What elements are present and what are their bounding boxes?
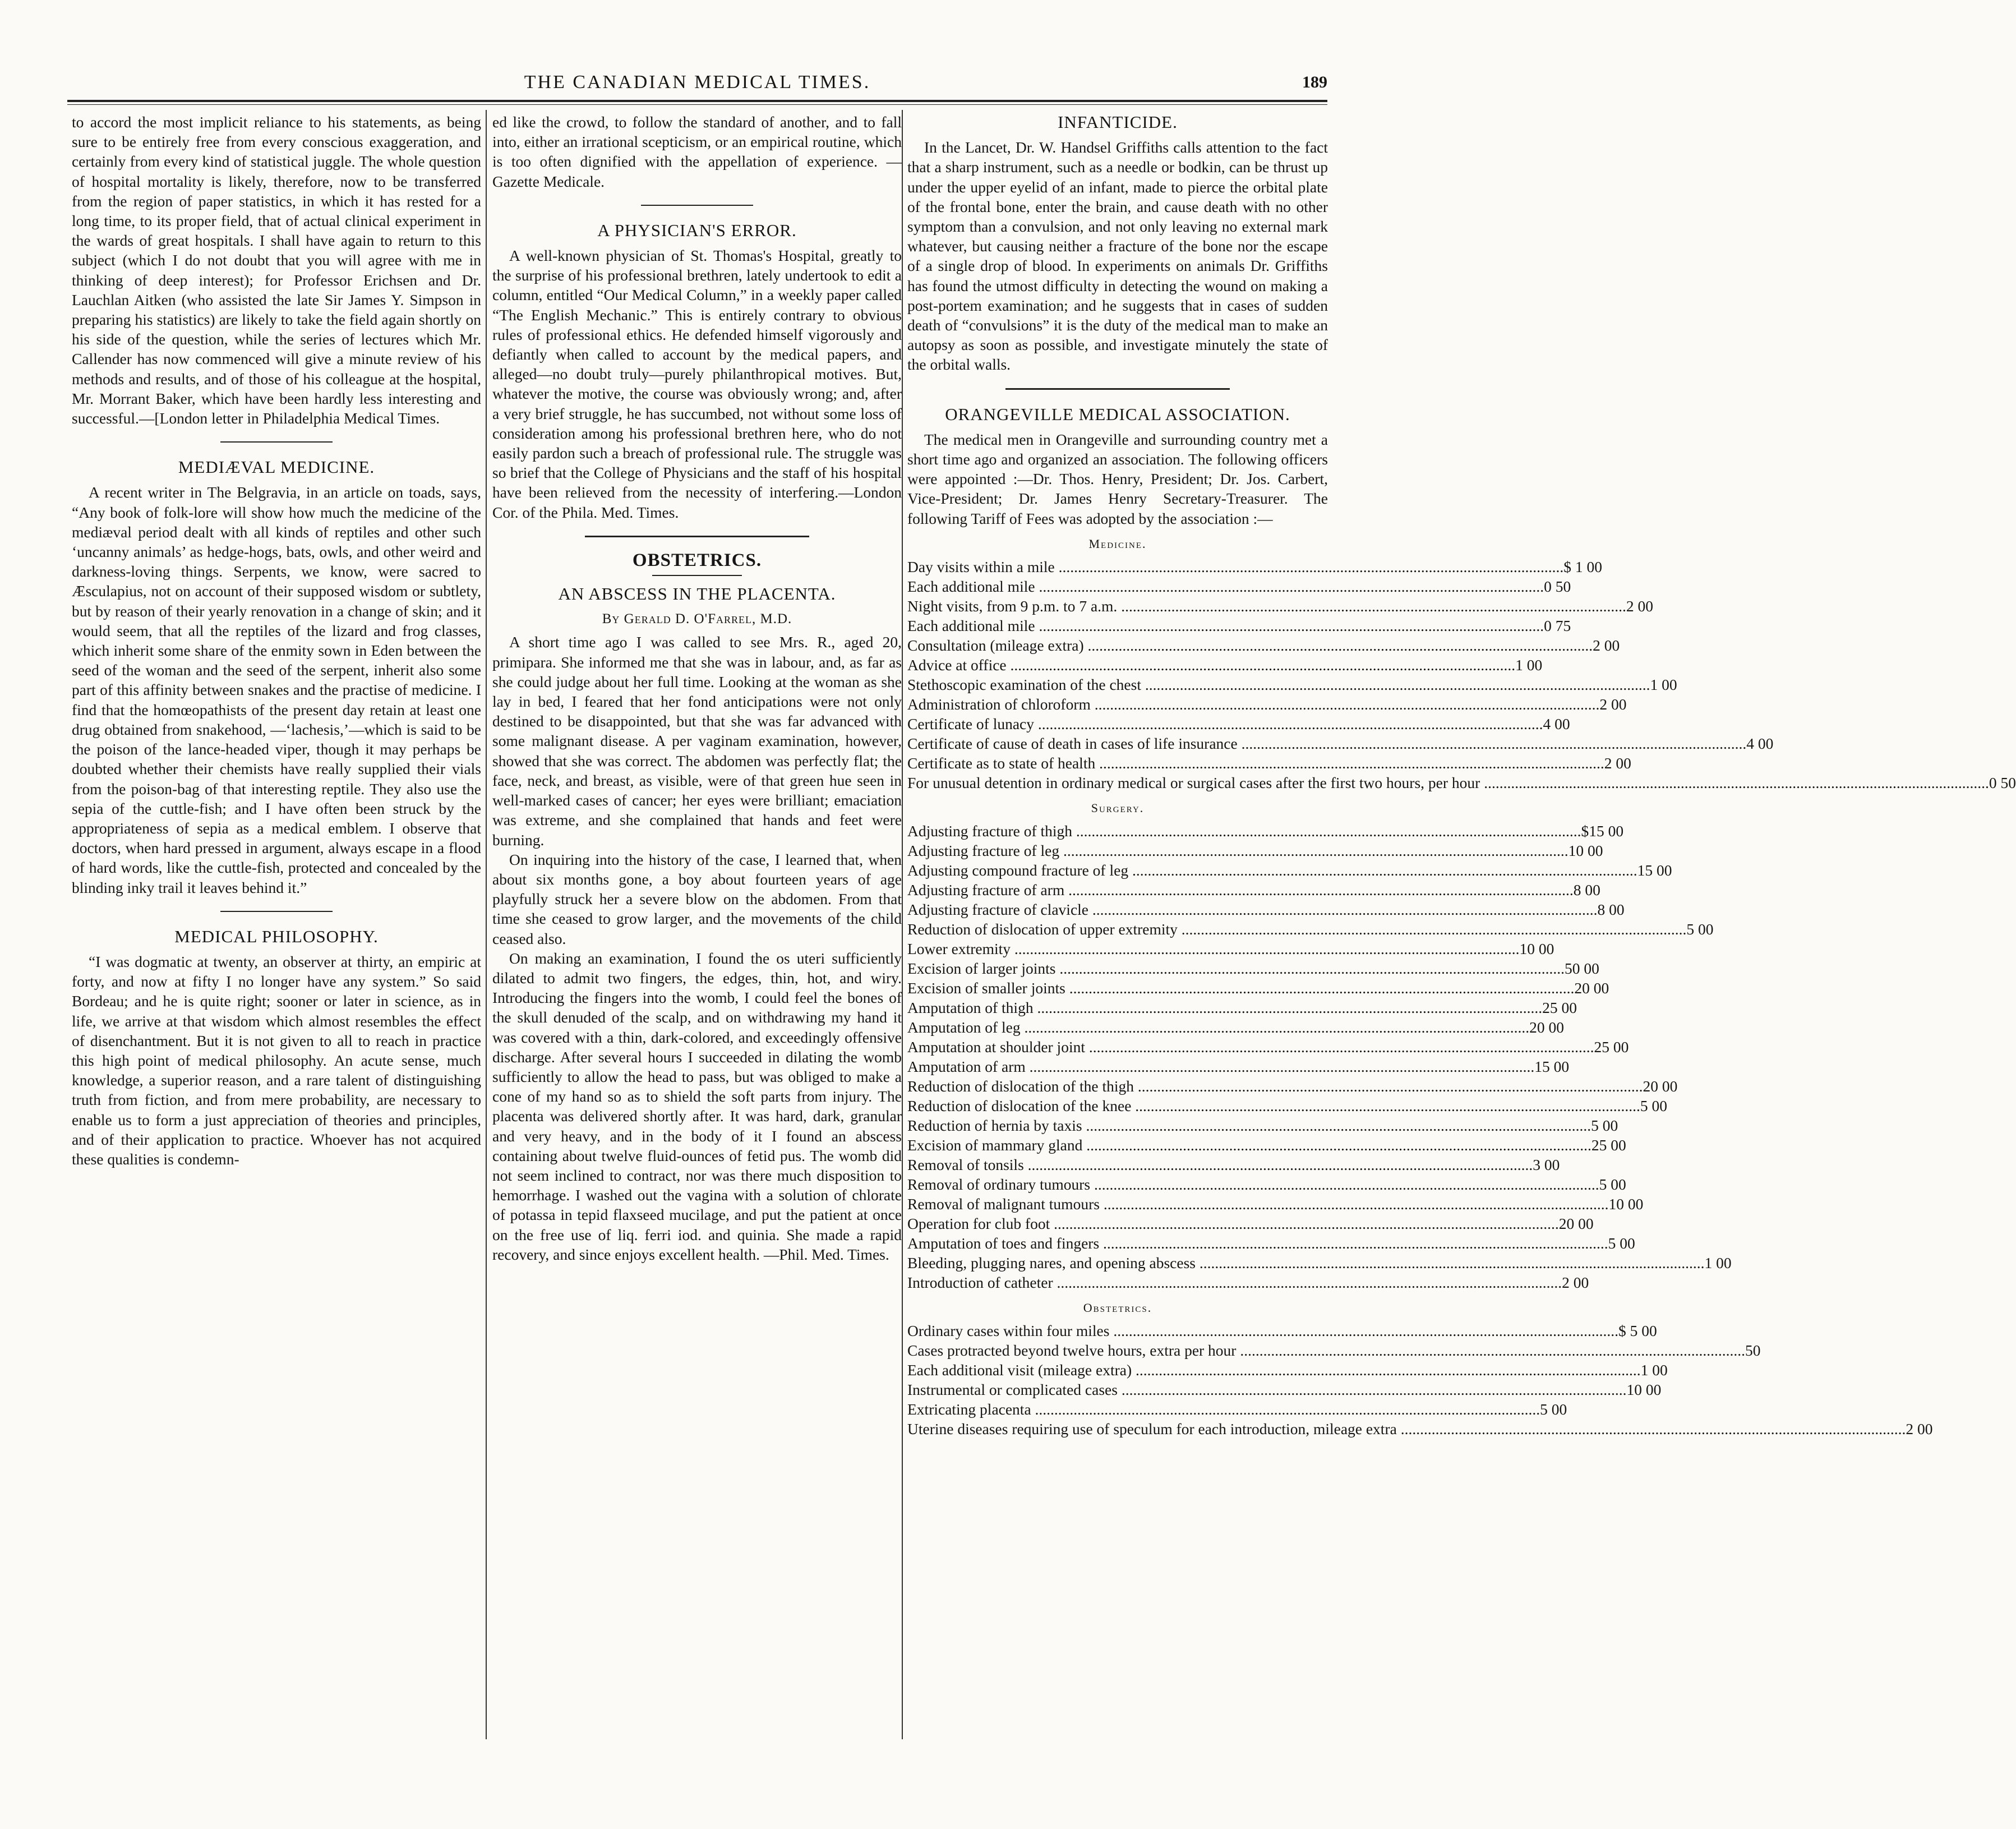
fee-item: Reduction of dislocation of the knee .....: [907, 1096, 1640, 1116]
fee-amount: 20 00: [1643, 1077, 1678, 1095]
fee-amount: 5 00: [1686, 920, 1714, 938]
fees-medicine-heading: Medicine.: [1088, 536, 1147, 551]
fee-item: Introduction of catheter .....: [907, 1273, 1562, 1292]
fee-amount: 5 00: [1599, 1176, 1626, 1194]
fee-item: Ordinary cases within four miles .....: [907, 1321, 1618, 1340]
fee-row: [907, 998, 1577, 1017]
fee-amount: 50 00: [1565, 960, 1599, 978]
paragraph-infanticide: In the Lancet, Dr. W. Handsel Griffiths calls attention to the fact that a sharp instrument, such as a needle or bodkin, can be thrust up under the upper eyelid of an infant, made to pierce the orbital plate of the frontal bone, enter the brain, and cause death with no other symptom than a convulsion, and not only leaving no external mark whatever, but causing neither a fracture of the bone nor the escape of a single drop of blood. In experiments on animals Dr. Griffiths has found the utmost difficulty in detecting the wound on making a post-portem examination; and he suggests that in cases of sudden death of “convulsions” it is the duty of the medical man to make an autopsy as soon as possible, and investigate minutely the state of the orbital walls.: [907, 139, 1328, 374]
fee-row: [907, 1096, 1668, 1116]
section-rule: [220, 911, 333, 912]
column-left: [72, 112, 481, 1169]
fee-amount: 1 00: [1650, 676, 1677, 694]
fee-item: Instrumental or complicated cases .....: [907, 1380, 1626, 1399]
section-rule: [652, 575, 742, 576]
fee-amount: 1 00: [1640, 1361, 1668, 1379]
heading-orangeville: ORANGEVILLE MEDICAL ASSOCIATION.: [945, 404, 1290, 424]
fee-row: [907, 959, 1599, 978]
fee-item: Night visits, from 9 p.m. to 7 a.m. .....: [907, 596, 1626, 616]
fee-item: Excision of mammary gland .....: [907, 1135, 1591, 1155]
fee-amount: 0 75: [1544, 617, 1571, 635]
fee-amount: 1 00: [1515, 656, 1543, 674]
fee-amount: 8 00: [1573, 881, 1600, 899]
fee-row: [907, 773, 2016, 793]
fee-row: [907, 694, 1627, 714]
fees-surgery-list: [907, 821, 1732, 1292]
fee-row: [907, 655, 1543, 675]
fee-row: [907, 978, 1609, 998]
column-right: [907, 112, 2016, 1439]
fee-item: Uterine diseases requiring use of speculum for each introduction, mileage extra .....: [907, 1419, 1906, 1439]
article-byline: By Gerald D. O'Farrel, M.D.: [602, 611, 792, 627]
fee-row: [907, 900, 1625, 919]
fee-amount: 0 50: [1989, 774, 2016, 792]
paragraph-physicians-error: A well-known physician of St. Thomas's Hospital, greatly to the surprise of his professional brethren, lately undertook to edit a column, entitled “Our Medical Column,” in a weekly paper called “The English Mechanic.” This is entirely contrary to obvious rules of professional ethics. He defended himself vigorously and defiantly when called to account by the medical papers, and alleged—no doubt truly—purely philanthropical motives. But, whatever the motive, the course was obviously wrong; and, after a very brief struggle, he has succumbed, not without some loss of consideration among his professional brethren here, who do not easily pardon such a breach of professional rule. The struggle was so brief that the College of Physicians and the staff of his hospital have been relieved from the necessity of interfering.—London Cor. of the Phila. Med. Times.: [492, 247, 902, 521]
fee-row: [907, 1116, 1618, 1135]
fee-item: Amputation at shoulder joint .....: [907, 1037, 1594, 1057]
fee-row: [907, 1321, 1657, 1340]
fee-item: Administration of chloroform .....: [907, 694, 1599, 714]
column-divider-2: [902, 110, 903, 1739]
paragraph-medieval: A recent writer in The Belgravia, in an article on toads, says, “Any book of folk-lore will show how much the medicine of the mediæval period dealt with all kinds of reptiles and other such ‘uncanny animals’ as hedge-hogs, bats, owls, and other weird and darkness-loving things. Serpents, we know, were sacred to Æsculapius, not on account of their supposed wisdom or subtlety, but by reason of their yearly renovation in a change of skin; and it would seem, that all the reptiles of the lizard and frog classes, which inherit some share of the enmity sown in Eden between the seed of the woman and the seed of the serpent, inherit also some part of this affinity between snakes and the practise of medicine. I find that the homœopathists of the present day retain at least one drug obtained from snakehood, —‘lachesis,’—which is said to be the poison of the lance-headed viper, though it may perhaps be doubted whether their chemists have really supplied their vials from the poison-bag of that interesting reptile. They also use the sepia of the cuttle-fish; and I have often been struck by the appropriateness of sepia as a medical emblem. I observe that doctors, when hard pressed in argument, always escape in a flood of hard words, like the cuttle-fish, protected and concealed by the blinding inky trail it leaves behind it.”: [72, 483, 481, 896]
fee-amount: 3 00: [1533, 1156, 1560, 1174]
fee-item: Each additional mile .....: [907, 577, 1544, 596]
heading-infanticide: INFANTICIDE.: [1058, 112, 1178, 132]
fee-amount: $ 5 00: [1618, 1322, 1657, 1340]
fee-amount: 25 00: [1542, 999, 1577, 1017]
fee-row: [907, 1253, 1732, 1273]
fee-item: Certificate of lunacy .....: [907, 714, 1543, 734]
fee-amount: 25 00: [1591, 1136, 1626, 1154]
fee-row: [907, 1017, 1565, 1037]
header-rule-thin: [67, 104, 1327, 105]
fee-row: [907, 753, 1631, 773]
fees-medicine-list: [907, 557, 2016, 793]
heading-medieval-medicine: MEDIÆVAL MEDICINE.: [178, 457, 375, 477]
paragraph-philosophy: “I was dogmatic at twenty, an observer at thirty, an empiric at forty, and now at fifty I no longer have any system.” So said Bordeau; and he is quite right; sooner or later in science, as in life, we arrive at that wisdom which almost resembles the effect of disenchantment. But it is not given to all to reach in practice this high point of medical philosophy. An acute sense, much knowledge, a superior reason, and a rare talent of distinguishing truth from fiction, and from mere probability, are necessary to enable us to form a just appreciation of theories and principles, and of their application to practice. Whoever has not acquired these qualities is condemn-: [72, 952, 481, 1168]
fee-item: Amputation of toes and fingers .....: [907, 1233, 1608, 1253]
fee-amount: 5 00: [1640, 1097, 1668, 1115]
fee-amount: 2 00: [1593, 637, 1620, 655]
paragraph-abscess-1: A short time ago I was called to see Mrs. R., aged 20, primipara. She informed me that she was in labour, and, as far as she could judge about her full time. Looking at the woman as she lay in bed, I feared that her fond anticipations were not only destined to be disappointed, but that she was far advanced with some malignant disease. A per vaginam examination, however, showed that she was correct. The abdomen was perfectly flat; the face, neck, and breast, as visible, were of that green hue seen in well-marked cases of cancer; her eyes were brilliant; emaciation was extreme, and she complained that hands and feet were burning.: [492, 633, 902, 849]
fee-row: [907, 1214, 1594, 1233]
fee-row: [907, 1057, 1570, 1076]
fee-item: Each additional visit (mileage extra) .....: [907, 1360, 1641, 1380]
fee-row: [907, 1135, 1626, 1155]
fee-amount: 15 00: [1534, 1058, 1570, 1076]
section-rule: [585, 536, 809, 537]
page-number: 189: [1302, 73, 1327, 91]
fee-item: Amputation of leg .....: [907, 1017, 1529, 1037]
fee-item: Reduction of dislocation of the thigh .....: [907, 1076, 1643, 1096]
fees-obstetrics-heading: Obstetrics.: [1083, 1301, 1152, 1315]
fee-item: Day visits within a mile .....: [907, 557, 1563, 577]
fee-amount: 2 00: [1562, 1274, 1589, 1292]
fee-amount: 4 00: [1746, 735, 1774, 753]
fee-amount: 10 00: [1608, 1195, 1644, 1213]
fee-row: [907, 714, 1570, 734]
fee-item: Consultation (mileage extra) .....: [907, 635, 1593, 655]
fee-item: Removal of malignant tumours .....: [907, 1194, 1608, 1214]
fee-amount: 8 00: [1597, 901, 1625, 919]
fee-item: Adjusting fracture of thigh .....: [907, 821, 1581, 841]
fee-amount: 4 00: [1543, 715, 1570, 733]
fee-item: Advice at office .....: [907, 655, 1515, 675]
fee-row: [907, 616, 1571, 635]
fee-row: [907, 675, 1677, 694]
fee-amount: 50: [1745, 1342, 1761, 1360]
fee-row: [907, 1419, 1933, 1439]
fee-item: Certificate of cause of death in cases of life insurance .....: [907, 734, 1746, 753]
fee-item: Lower extremity .....: [907, 939, 1520, 959]
fee-row: [907, 1174, 1626, 1194]
paragraph-continued: to accord the most implicit reliance to his statements, as being sure to be entirely free from every conscious exaggeration, and certainly from every kind of statistical juggle. The whole question of hospital mortality is likely, therefore, now to be transferred from the region of paper statistics, in which it has rested for a long time, to its proper field, that of actual clinical experiment in the wards of great hospitals. I shall have again to return to this subject (which I do not doubt that you will agree with me in thinking of deep interest); for Professor Erichsen and Dr. Lauchlan Aitken (who assisted the late Sir James Y. Simpson in preparing his statistics) are likely to take the field again shortly on his side of the question, while the series of lectures which Mr. Callender has now commenced will give a minute review of his methods and results, and of those of his colleague at the hospital, Mr. Morrant Baker, which have been hardly less interesting and successful.—[London letter in Philadelphia Medical Times.: [72, 113, 481, 427]
fee-amount: 2 00: [1906, 1420, 1933, 1438]
heading-physicians-error: A PHYSICIAN'S ERROR.: [597, 220, 797, 240]
fee-row: [907, 1340, 1761, 1360]
fee-item: Reduction of hernia by taxis .....: [907, 1116, 1591, 1135]
paragraph-abscess-2: On inquiring into the history of the case, I learned that, when about six months gone, a boy about fourteen years of age playfully struck her a severe blow on the abdomen. From that time she ceased to grow larger, and the movements of the child ceased also.: [492, 850, 902, 947]
fee-amount: 5 00: [1591, 1117, 1618, 1135]
fee-row: [907, 635, 1620, 655]
fees-obstetrics-list: [907, 1321, 1933, 1439]
fee-row: [907, 860, 1672, 880]
fee-item: Adjusting compound fracture of leg .....: [907, 860, 1637, 880]
fee-row: [907, 1194, 1644, 1214]
fee-amount: 2 00: [1604, 754, 1631, 772]
fee-row: [907, 1273, 1589, 1292]
fee-item: Removal of tonsils .....: [907, 1155, 1533, 1174]
fee-row: [907, 1233, 1635, 1253]
fee-amount: 25 00: [1594, 1038, 1629, 1056]
fee-row: [907, 1360, 1668, 1380]
fee-amount: 15 00: [1637, 861, 1672, 879]
fee-row: [907, 1380, 1662, 1399]
fee-item: Extricating placenta .....: [907, 1399, 1540, 1419]
fee-item: Amputation of thigh .....: [907, 998, 1542, 1017]
fee-item: Excision of larger joints .....: [907, 959, 1565, 978]
header-rule: [67, 100, 1327, 102]
page-header: [67, 72, 1327, 100]
fee-item: Each additional mile .....: [907, 616, 1544, 635]
fee-item: Amputation of arm .....: [907, 1057, 1534, 1076]
fees-surgery-heading: Surgery.: [1091, 801, 1145, 816]
fee-amount: 2 00: [1599, 695, 1627, 713]
fee-row: [907, 841, 1603, 860]
fee-row: [907, 1037, 1629, 1057]
fee-item: Bleeding, plugging nares, and opening abscess .....: [907, 1253, 1705, 1273]
fee-amount: 2 00: [1626, 597, 1653, 615]
fee-row: [907, 1399, 1567, 1419]
fee-item: Adjusting fracture of clavicle .....: [907, 900, 1598, 919]
heading-obstetrics: OBSTETRICS.: [632, 550, 762, 570]
fee-row: [907, 734, 1774, 753]
fee-amount: 10 00: [1568, 842, 1603, 860]
fee-row: [907, 821, 1624, 841]
fee-row: [907, 880, 1600, 900]
fee-amount: 1 00: [1704, 1254, 1732, 1272]
fee-row: [907, 577, 1571, 596]
fee-item: Cases protracted beyond twelve hours, extra per hour .....: [907, 1340, 1745, 1360]
fee-row: [907, 596, 1653, 616]
column-divider-1: [486, 110, 487, 1739]
fee-amount: 10 00: [1626, 1381, 1662, 1399]
paragraph-orangeville: The medical men in Orangeville and surrounding country met a short time ago and organized an association. The following officers were appointed :—Dr. Thos. Henry, President; Dr. Jos. Carbert, Vice-President; Dr. James Henry Secretary-Treasurer. The following Tariff of Fees was adopted by the association :—: [907, 430, 1328, 527]
fee-item: Certificate as to state of health .....: [907, 753, 1604, 773]
fee-amount: $ 1 00: [1563, 558, 1603, 576]
fee-amount: 5 00: [1608, 1234, 1635, 1252]
fee-row: [907, 919, 1714, 939]
paragraph-continued: ed like the crowd, to follow the standard of another, and to fall into, either an irrational scepticism, or an empirical routine, which is too often dignified with the appellation of experience. —Gazette Medicale.: [492, 113, 902, 190]
fee-amount: 20 00: [1558, 1215, 1594, 1233]
fee-row: [907, 1155, 1560, 1174]
fee-item: Removal of ordinary tumours .....: [907, 1174, 1599, 1194]
fee-amount: $15 00: [1581, 822, 1624, 840]
fee-item: Operation for club foot .....: [907, 1214, 1559, 1233]
fee-row: [907, 1076, 1678, 1096]
column-middle: [492, 112, 902, 1264]
fee-item: Stethoscopic examination of the chest .....: [907, 675, 1650, 694]
section-rule: [641, 205, 753, 206]
fee-row: [907, 939, 1554, 959]
fee-item: Reduction of dislocation of upper extremity .....: [907, 919, 1686, 939]
heading-abscess-placenta: AN ABSCESS IN THE PLACENTA.: [558, 584, 836, 604]
fee-amount: 10 00: [1519, 940, 1554, 958]
fee-amount: 20 00: [1574, 979, 1609, 997]
journal-title: THE CANADIAN MEDICAL TIMES.: [524, 72, 871, 93]
fee-amount: 5 00: [1540, 1400, 1567, 1418]
fee-row: [907, 557, 1603, 577]
heading-medical-philosophy: MEDICAL PHILOSOPHY.: [174, 926, 379, 946]
fee-item: Adjusting fracture of leg .....: [907, 841, 1568, 860]
section-rule: [1005, 388, 1230, 390]
paragraph-abscess-3: On making an examination, I found the os uteri sufficiently dilated to admit two fingers, the edges, thin, hot, and wiry. Introducing the fingers into the womb, I could feel the bones of the skull denuded of the scalp, and on withdrawing my hand it was covered with a thin, dark-colored, and exceedingly offensive discharge. After several hours I succeeded in dilating the womb sufficiently to allow the head to pass, but was obliged to make a cone of my hand so as to shield the soft parts from injury. The placenta was delivered shortly after. It was hard, dark, granular and very heavy, and in the body of it I found an abscess containing about twelve fluid-ounces of fetid pus. The womb did not seem inclined to contract, nor was there much disposition to hemorrhage. I washed out the vagina with a solution of chlorate of potassa in tepid flaxseed mucilage, and put the patient at once on the free use of liq. ferri iod. and quinia. She made a rapid recovery, and since enjoys excellent health. —Phil. Med. Times.: [492, 949, 902, 1263]
fee-amount: 0 50: [1544, 578, 1571, 596]
fee-item: For unusual detention in ordinary medical or surgical cases after the first two hours, per hour .....: [907, 773, 1989, 793]
fee-item: Adjusting fracture of arm .....: [907, 880, 1574, 900]
section-rule: [220, 441, 333, 443]
fee-item: Excision of smaller joints .....: [907, 978, 1574, 998]
fee-amount: 20 00: [1529, 1019, 1565, 1036]
